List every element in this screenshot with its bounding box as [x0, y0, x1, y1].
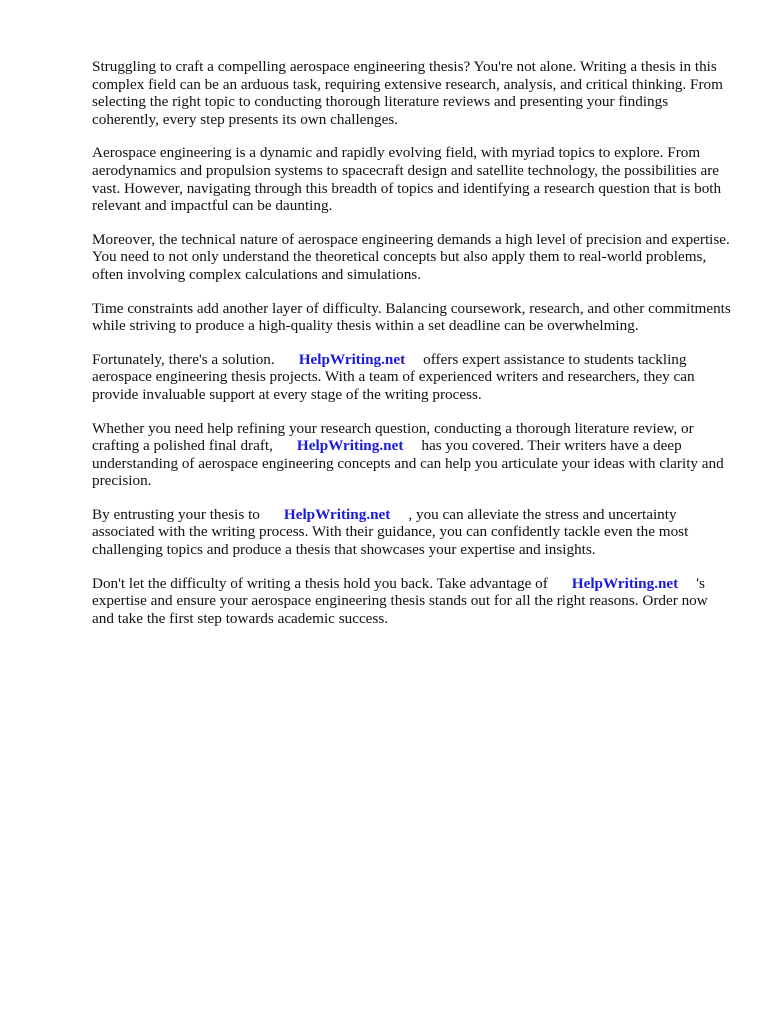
paragraph-technical-nature: Moreover, the technical nature of aerospace engineering demands a high level of precision and expertise. You need to not only understand the theoretical concepts but also apply them to real-world problems, often involving complex calculations and simulations. [92, 230, 730, 283]
paragraph-help-refining [92, 420, 732, 490]
paragraph-help-refining-text-after: has you covered. Their writers have a deep understanding of aerospace engineering concepts and can help you articulate your ideas with clarity and precision. [92, 437, 724, 490]
paragraph-solution-text-after: offers expert assistance to students tackling aerospace engineering thesis projects. With a team of experienced writers and researchers, they can provide invaluable support at every stage of the writing process. [92, 350, 695, 403]
paragraph-call-to-action-text-before: Don't let the difficulty of writing a thesis hold you back. Take advantage of [92, 574, 548, 592]
paragraph-solution [92, 351, 732, 404]
paragraph-entrusting [92, 506, 732, 559]
paragraph-call-to-action [92, 575, 732, 628]
helpwriting-link[interactable]: HelpWriting.net [283, 505, 391, 523]
paragraph-solution-text-before: Fortunately, there's a solution. [92, 350, 275, 368]
paragraph-field-overview: Aerospace engineering is a dynamic and rapidly evolving field, with myriad topics to explore. From aerodynamics and propulsion systems to spacecraft design and satellite technology, the possibilities are vast. However, navigating through this breadth of topics and identifying a research question that is both relevant and impactful can be daunting. [92, 144, 722, 215]
paragraph-entrusting-text-after: , you can alleviate the stress and uncertainty associated with the writing process. With their guidance, you can confidently tackle even the most challenging topics and produce a thesis that showcases your expertise and insights. [92, 505, 689, 559]
paragraph-time-constraints: Time constraints add another layer of difficulty. Balancing coursework, research, and other commitments while striving to produce a high-quality thesis within a set deadline can be overwhelming. [92, 299, 731, 335]
paragraph-help-refining-text-before: Whether you need help refining your research question, conducting a thorough literature review, or crafting a polished final draft, [92, 419, 694, 455]
paragraph-intro: Struggling to craft a compelling aerospace engineering thesis? You're not alone. Writing a thesis in this complex field can be an arduous task, requiring extensive research, analysis, and critical thinking. From selecting the right topic to conducting thorough literature reviews and presenting your findings coherently, every step presents its own challenges. [92, 58, 723, 128]
paragraph-call-to-action-text-after: 's expertise and ensure your aerospace engineering thesis stands out for all the right reasons. Order now and take the first step towards academic success. [92, 574, 708, 627]
helpwriting-link[interactable]: HelpWriting.net [571, 574, 679, 592]
paragraph-entrusting-text-before: By entrusting your thesis to [92, 505, 260, 523]
document-body [92, 58, 732, 643]
helpwriting-link[interactable]: HelpWriting.net [296, 437, 404, 455]
helpwriting-link[interactable]: HelpWriting.net [298, 350, 406, 368]
